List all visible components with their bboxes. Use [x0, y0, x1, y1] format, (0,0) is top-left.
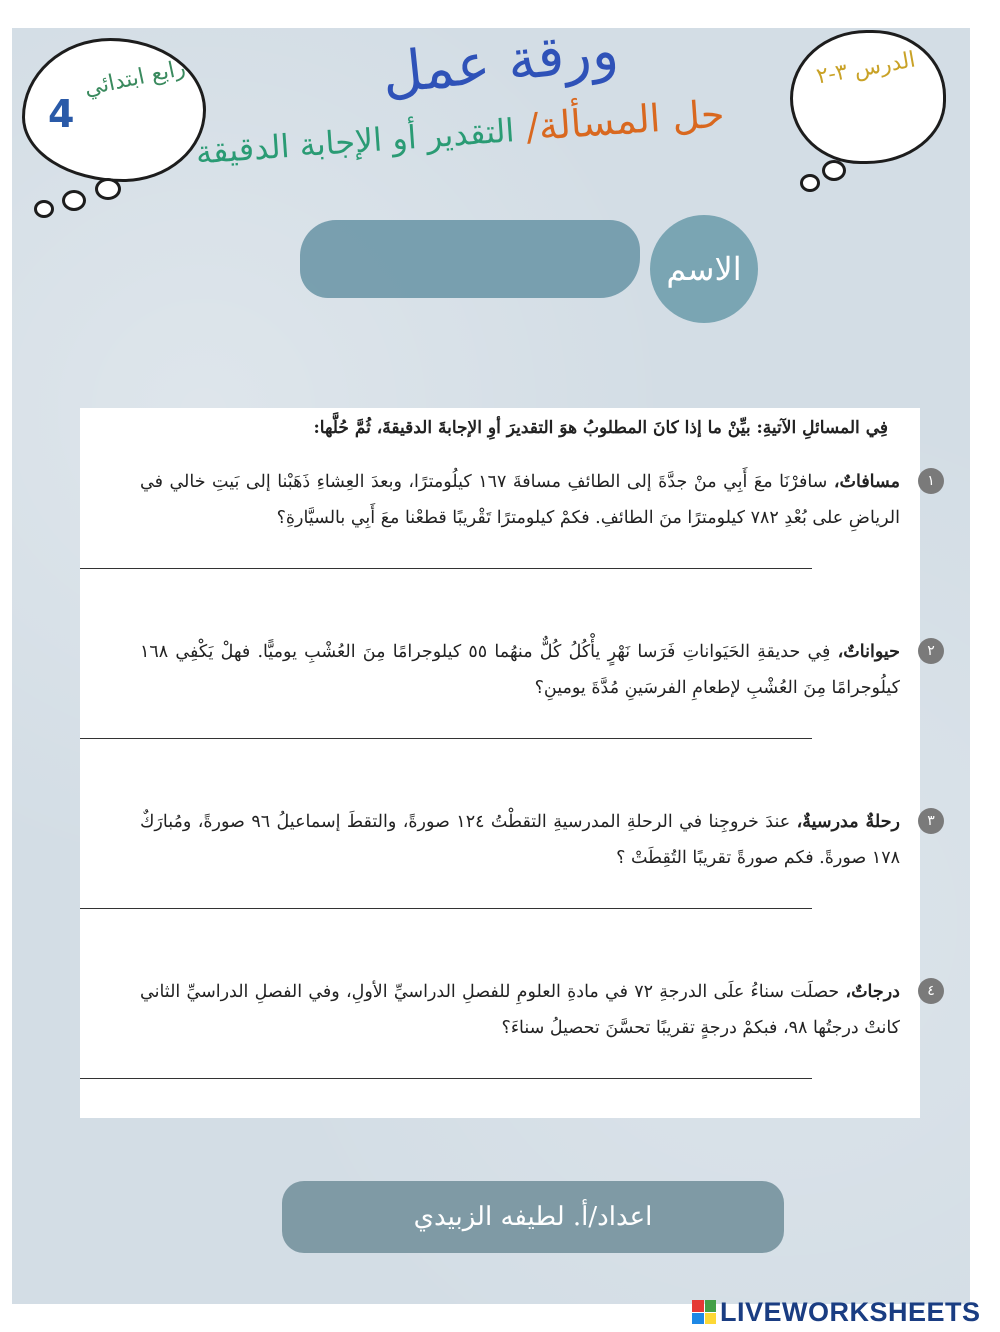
question-number: ١ — [918, 468, 944, 494]
logo-icon — [692, 1300, 716, 1324]
answer-line-1[interactable] — [80, 568, 812, 569]
instructions: فِي المسائلِ الآتيةِ: بيِّنْ ما إذا كانَ المطلوبُ هوَ التقديرَ أوِ الإجابةَ الدقيقةَ، ثُمَّ حُلَّها: — [313, 418, 888, 438]
question-number: ٤ — [918, 978, 944, 1004]
question-text — [140, 634, 900, 706]
grade-label: رابع ابتدائي — [82, 55, 188, 102]
question-sheet — [80, 408, 935, 1118]
cloud-dot — [62, 190, 86, 211]
answer-line-2[interactable] — [80, 738, 812, 739]
subtitle-topic: حل المسألة/ — [524, 91, 726, 150]
question-body: حصلَت سناءُ علَى الدرجةِ ٧٢ في مادةِ العلومِ للفصلِ الدراسيِّ الأولِ، وفي الفصلِ الدراسيِّ الثاني كانتْ درجتُها ٩٨، فبكمْ درجةٍ تقريبًا تحسَّنَ تحصيلُ سناءَ؟ — [140, 982, 900, 1038]
question-text — [140, 804, 900, 876]
question-3 — [140, 804, 935, 876]
author-credit: اعداد/أ. لطيفه الزبيدي — [282, 1181, 784, 1253]
grade-number: 4 — [48, 92, 75, 136]
question-1 — [140, 464, 935, 536]
question-title: درجاتٌ، — [845, 982, 900, 1002]
question-4 — [140, 974, 935, 1046]
question-body: سافرْنَا معَ أَبِي منْ جدَّةَ إلى الطائفِ مسافةَ ١٦٧ كيلُومترًا، وبعدَ العِشاءِ ذَهَبْنا إلى بَيتِ خالي في الرياضِ على بُعْدِ ٧٨٢ كيلومترًا منَ الطائفِ. فكمْ كيلومترًا تَقْريبًا قطعْنا معَ أَبِي بالسيَّارةِ؟ — [140, 472, 900, 528]
page-title: ورقة عمل — [378, 17, 622, 108]
cloud-dot — [34, 200, 54, 218]
question-text — [140, 974, 900, 1046]
name-input-area[interactable] — [300, 220, 640, 298]
question-body: عندَ خروجِنا في الرحلةِ المدرسيةِ التقطْتُ ١٢٤ صورةً، والتقطَ إسماعيلُ ٩٦ صورةً، ومُبارَكٌ ١٧٨ صورةً. فكم صورةً تقريبًا التُقِطَتْ ؟ — [140, 812, 900, 868]
cloud-dot — [95, 178, 121, 200]
question-title: مسافاتٌ، — [833, 472, 900, 492]
liveworksheets-logo[interactable] — [692, 1296, 981, 1328]
question-title: حيواناتٌ، — [837, 642, 900, 662]
cloud-dot — [800, 174, 820, 192]
question-number: ٢ — [918, 638, 944, 664]
question-text — [140, 464, 900, 536]
question-number: ٣ — [918, 808, 944, 834]
question-title: رحلةٌ مدرسيةٌ، — [796, 812, 900, 832]
lesson-label: الدرس ٣-٢ — [814, 47, 918, 90]
answer-line-4[interactable] — [80, 1078, 812, 1079]
question-2 — [140, 634, 935, 706]
cloud-dot — [822, 160, 846, 181]
name-label: الاسم — [650, 215, 758, 323]
logo-text: LIVEWORKSHEETS — [720, 1296, 981, 1327]
subtitle-lesson: التقدير أو الإجابة الدقيقة — [194, 111, 516, 172]
question-body: فِي حديقةِ الحَيَواناتِ فَرَسا نَهْرٍ يأْكُلُ كُلٌّ منهُما ٥٥ كيلوجرامًا مِنَ العُشْبِ يوميًّا. فهلْ يَكْفِي ١٦٨ كيلُوجرامًا مِنَ العُشْبِ لإطعامِ الفرسَينِ مُدَّةَ يومينِ؟ — [140, 642, 900, 698]
answer-line-3[interactable] — [80, 908, 812, 909]
